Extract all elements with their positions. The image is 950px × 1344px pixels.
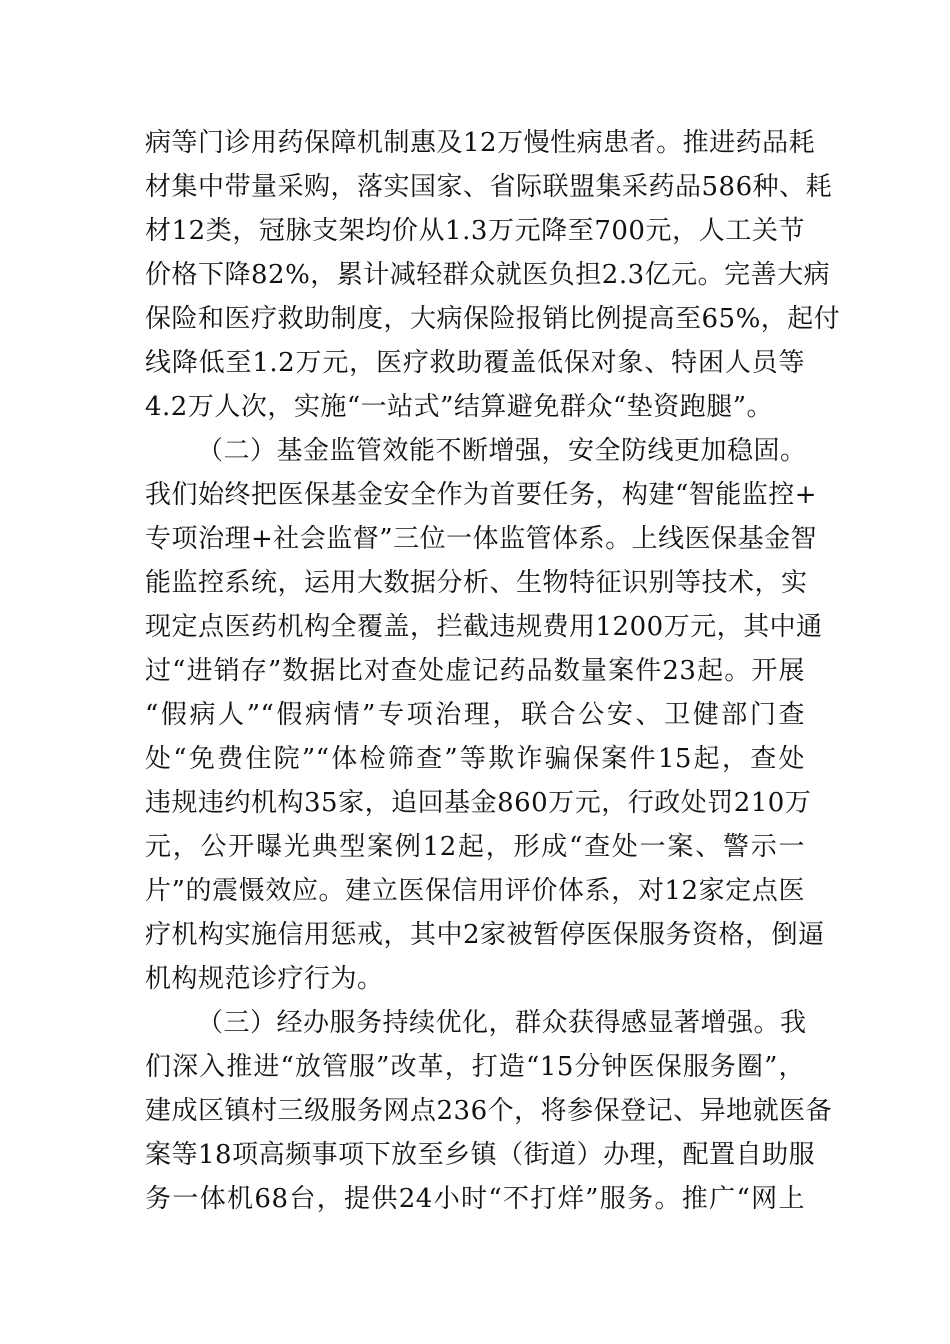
text-line: 4.2万人次，实施“一站式”结算避免群众“垫资跑腿”。 <box>145 392 774 422</box>
text-line: 们深入推进“放管服”改革，打造“15分钟医保服务圈”， <box>145 1052 805 1082</box>
text-line: 过“进销存”数据比对查处虚记药品数量案件23起。开展 <box>145 656 805 686</box>
text-line: 保险和医疗救助制度，大病保险报销比例提高至65%，起付 <box>145 304 841 334</box>
text-line: 材集中带量采购，落实国家、省际联盟集采药品586种、耗 <box>145 172 833 202</box>
text-line: 病等门诊用药保障机制惠及12万慢性病患者。推进药品耗 <box>145 128 816 158</box>
text-line: 务一体机68台，提供24小时“不打烊”服务。推广“网上 <box>145 1184 805 1214</box>
text-line: “假病人”“假病情”专项治理，联合公安、卫健部门查 <box>145 700 805 730</box>
text-line: 机构规范诊疗行为。 <box>145 964 384 994</box>
text-line: 元，公开曝光典型案例12起，形成“查处一案、警示一 <box>145 832 805 862</box>
text-line: 能监控系统，运用大数据分析、生物特征识别等技术，实 <box>145 568 808 598</box>
text-line: 处“免费住院”“体检筛查”等欺诈骗保案件15起，查处 <box>145 744 805 774</box>
text-line: 材12类，冠脉支架均价从1.3万元降至700元，人工关节 <box>145 216 805 246</box>
text-line: 价格下降82%，累计减轻群众就医负担2.3亿元。完善大病 <box>145 260 831 290</box>
text-line: 我们始终把医保基金安全作为首要任务，构建“智能监控+ <box>145 480 818 510</box>
text-line: 专项治理+社会监督”三位一体监管体系。上线医保基金智 <box>145 524 818 554</box>
text-line: 现定点医药机构全覆盖，拦截违规费用1200万元，其中通 <box>145 612 823 642</box>
section-heading-line: （三）经办服务持续优化，群众获得感显著增强。我 <box>197 1008 807 1038</box>
text-line: 线降低至1.2万元，医疗救助覆盖低保对象、特困人员等 <box>145 348 805 378</box>
document-body <box>145 121 841 1221</box>
text-line: 案等18项高频事项下放至乡镇（街道）办理，配置自助服 <box>145 1140 816 1170</box>
section-heading-line: （二）基金监管效能不断增强，安全防线更加稳固。 <box>197 436 807 466</box>
text-line: 违规违约机构35家，追回基金860万元，行政处罚210万 <box>145 788 812 818</box>
text-line: 建成区镇村三级服务网点236个，将参保登记、异地就医备 <box>145 1096 833 1126</box>
text-line: 片”的震慑效应。建立医保信用评价体系，对12家定点医 <box>145 876 805 906</box>
text-line: 疗机构实施信用惩戒，其中2家被暂停医保服务资格，倒逼 <box>145 920 825 950</box>
